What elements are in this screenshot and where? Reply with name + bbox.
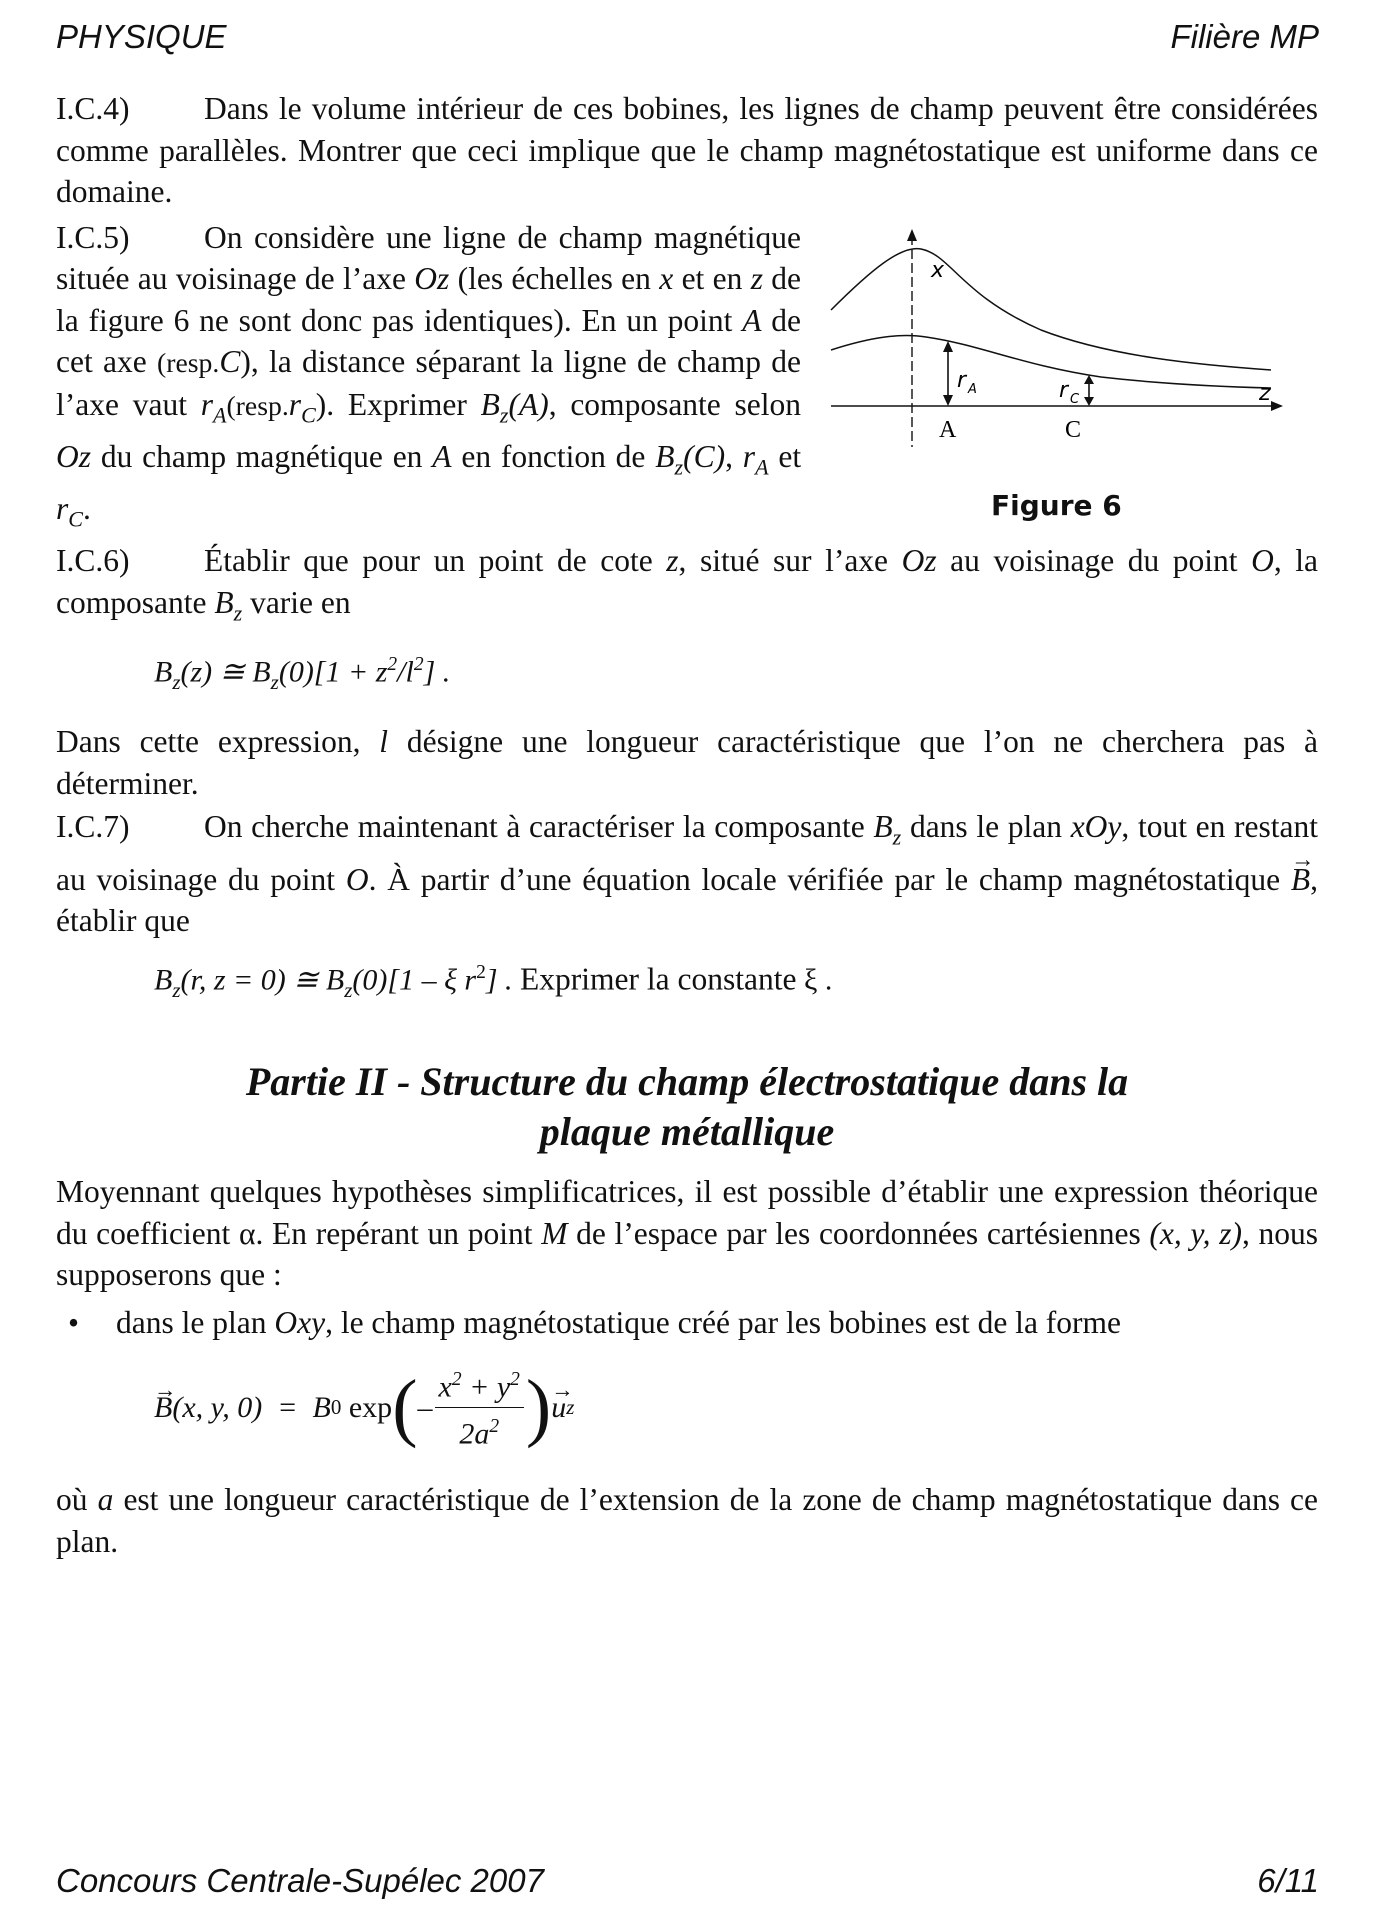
math-a: a — [97, 1482, 114, 1518]
ic7-text: , tout en restant au voisinage du point — [56, 809, 1319, 897]
ic7-text: On cherche maintenant à caractériser la composante — [204, 809, 865, 845]
eq-part: (r, z = 0) ≅ B — [180, 963, 345, 997]
math-O: O — [345, 861, 369, 897]
math-sub: C — [301, 402, 316, 428]
fig-label-C: C — [1065, 416, 1082, 443]
ic7-number: I.C.7) — [56, 809, 130, 845]
ic7-text: . À partir d’une équation locale vérifiée par le champ magnétostatique — [368, 861, 1281, 897]
footer-page-number: 6/11 — [1257, 1862, 1319, 1899]
ic5-text: (resp. — [226, 389, 289, 421]
part2-text: , le champ magnétostatique créé par les bobines est de la forme — [325, 1304, 1122, 1340]
part2-text: . En repérant un point — [255, 1215, 533, 1251]
ic6-text: , la composante — [56, 543, 1319, 620]
ic5-text: (resp. — [157, 347, 220, 378]
eq-denominator — [455, 1408, 503, 1454]
eq-sup: 2 — [489, 1415, 500, 1437]
section-ic5 — [56, 217, 801, 541]
ic5-text: et en — [681, 261, 743, 296]
fig-label-z: z — [1259, 380, 1271, 406]
math-r: r — [742, 438, 756, 474]
hypothesis-text — [116, 1302, 1318, 1344]
ic6-text: , situé sur l’axe — [678, 543, 889, 579]
eq-sub: 0 — [330, 1394, 342, 1419]
ic5-text: On considère une ligne de champ magnétique située au voisinage de l’axe — [56, 219, 801, 296]
section-ic4 — [56, 88, 1318, 213]
equation-bz-r — [154, 952, 1318, 1012]
ic6-number: I.C.6) — [56, 543, 130, 579]
eq-part: ] . — [423, 655, 451, 689]
part2-text: où — [56, 1482, 88, 1518]
math-B: B — [214, 584, 234, 620]
math-r: r — [56, 490, 69, 526]
math-z: z — [666, 543, 679, 579]
eq-sub: z — [172, 977, 181, 1002]
field-line-diagram — [821, 225, 1301, 475]
part2-intro — [56, 1171, 1318, 1296]
math-xOy: xOy — [1070, 809, 1122, 845]
ic6-remark — [56, 721, 1318, 804]
eq-sup: 2 — [476, 961, 486, 983]
ic4-text: Dans le volume intérieur de ces bobines, les lignes de champ peuvent être considérées comme parallèles. Montrer que ceci implique que le champ magnétostatique est uniforme dans ce domaine. — [56, 91, 1318, 209]
math-l: l — [379, 724, 389, 760]
math-sub: z — [233, 600, 243, 626]
part2-text: de l’espace par les coordonnées cartésiennes — [576, 1215, 1141, 1251]
math-vector-B: → B — [154, 1387, 172, 1429]
math-sub: C — [68, 506, 83, 532]
section-ic6 — [56, 540, 1318, 634]
part2-text: Moyennant quelques hypothèses simplificatrices, il est possible d’établir une expression théorique du coefficient — [56, 1174, 1318, 1251]
part2-conclusion — [56, 1479, 1318, 1562]
ic5-text: (les échelles en — [457, 261, 651, 296]
part2-text: est une longueur caractéristique de l’extension de la zone de champ magnétostatique dans ce plan. — [56, 1482, 1319, 1559]
math-A: A — [432, 438, 452, 474]
ic5-text: du champ magnétique en — [100, 438, 423, 474]
ic5-text: ), la distance séparant la ligne de champ de l’axe vaut — [56, 344, 801, 422]
ic5-text-column — [56, 217, 801, 541]
z-axis-arrow-icon — [1271, 401, 1283, 411]
part2-title-line2: plaque métallique — [539, 1109, 835, 1155]
math-B: B — [873, 809, 893, 845]
eq-part: 2a — [459, 1417, 490, 1451]
fig-label-x: x — [931, 257, 945, 283]
math-xi: ξ — [803, 963, 818, 997]
math-B: B — [655, 438, 675, 474]
math-x: x — [659, 261, 674, 296]
eq-sub: z — [566, 1394, 575, 1419]
math-arg: (C) — [683, 438, 726, 474]
ic5-text: , — [725, 438, 733, 474]
eq-part: + y — [461, 1370, 511, 1404]
eq-fraction — [435, 1361, 524, 1453]
math-arg: (A) — [508, 386, 549, 422]
math-alpha: α — [238, 1215, 256, 1251]
math-Oz: Oz — [56, 438, 92, 474]
math-sub: A — [755, 454, 769, 480]
math-r: r — [288, 386, 302, 422]
eq-part: ] . — [485, 963, 513, 997]
ic6-text: au voisinage du point — [950, 543, 1238, 579]
math-O: O — [1251, 543, 1274, 579]
fig-label-rC: r — [1059, 377, 1069, 403]
math-A: A — [742, 302, 762, 338]
header-track: Filière MP — [1170, 18, 1319, 55]
page-content — [56, 88, 1318, 1562]
part2-text: , nous supposerons que : — [56, 1215, 1319, 1293]
rA-arrow-tail-icon — [943, 395, 953, 406]
math-B: B — [480, 386, 500, 422]
eq-part: (z) ≅ B — [180, 655, 271, 689]
eq-part: (x, y, 0) = B — [172, 1390, 331, 1424]
fig-label-rC-sub: C — [1070, 391, 1080, 407]
ic5-text: de la figure 6 ne sont donc pas identiques). En un point — [56, 261, 802, 338]
ic5-text: en fonction de — [461, 438, 646, 474]
ic5-text: , composante selon — [548, 386, 802, 422]
equation-bz-z — [154, 644, 1318, 704]
eq-minus: – — [417, 1390, 433, 1424]
fig-label-A: A — [939, 416, 957, 443]
math-C: C — [219, 344, 241, 379]
math-Oz: Oz — [414, 261, 450, 296]
math-Oxy: Oxy — [274, 1304, 326, 1340]
ic6-text: Dans cette expression, — [56, 724, 361, 760]
math-sub: z — [499, 402, 509, 428]
x-axis-arrow-icon — [907, 229, 917, 241]
eq-sup: 2 — [451, 1369, 462, 1391]
eq-part: B — [154, 963, 173, 997]
ic5-block — [56, 217, 1318, 541]
math-vector-u: → u — [551, 1387, 566, 1429]
eq-part: x — [438, 1370, 452, 1404]
right-paren: ) — [525, 1365, 552, 1450]
part2-title — [56, 1057, 1318, 1157]
eq-text: Exprimer la constante — [520, 961, 797, 997]
hypothesis-item — [56, 1302, 1318, 1344]
eq-sub: z — [172, 669, 181, 694]
math-z: z — [750, 261, 763, 296]
math-vector-B: → B — [1291, 859, 1310, 901]
eq-exp: exp — [348, 1390, 393, 1424]
ic5-number: I.C.5) — [56, 219, 130, 255]
math-sub: A — [212, 402, 227, 428]
rA-arrow-head-icon — [943, 341, 953, 352]
eq-part: . — [824, 963, 833, 997]
eq-sup: 2 — [413, 653, 424, 675]
ic5-text: ). Exprimer — [315, 386, 467, 422]
eq-part: (0)[1 – ξ r — [352, 963, 477, 997]
figure-caption: Figure 6 — [991, 488, 1122, 522]
eq-sub: z — [270, 669, 279, 694]
header-subject: PHYSIQUE — [56, 18, 227, 55]
eq-sup: 2 — [387, 653, 398, 675]
rC-arrow-tail-icon — [1084, 397, 1094, 406]
math-sub: z — [892, 825, 902, 851]
ic5-text: et — [778, 438, 802, 474]
ic4-number: I.C.4) — [56, 91, 130, 126]
figure-6 — [801, 217, 1318, 541]
footer-exam: Concours Centrale-Supélec 2007 — [56, 1862, 544, 1899]
bullet-icon: • — [68, 1304, 80, 1340]
fig-label-rA-sub: A — [968, 381, 977, 397]
inner-field-line — [831, 335, 1271, 387]
math-Oz: Oz — [901, 543, 937, 579]
eq-sup: 2 — [510, 1369, 520, 1391]
ic5-text: de cet axe — [56, 302, 802, 379]
equation-gaussian-field — [154, 1361, 1318, 1453]
ic6-text: Établir que pour un point de cote — [204, 543, 653, 579]
section-ic7 — [56, 806, 1318, 941]
eq-sub: z — [344, 977, 353, 1002]
ic6-text: désigne une longueur caractéristique que l’on ne cherchera pas à déterminer. — [56, 724, 1319, 801]
math-sub: z — [674, 454, 684, 480]
math-r: r — [200, 386, 213, 422]
fig-label-rA: r — [957, 367, 967, 393]
outer-field-line — [831, 248, 1271, 369]
left-paren: ( — [392, 1365, 418, 1450]
ic7-text: dans le plan — [909, 809, 1062, 845]
math-M: M — [541, 1215, 568, 1251]
ic5-text: . — [82, 490, 91, 526]
eq-part: (0)[1 + z — [278, 655, 388, 689]
eq-part: /l — [397, 655, 414, 689]
eq-part: B — [154, 655, 173, 689]
part2-text: dans le plan — [116, 1304, 267, 1340]
part2-title-line1: Partie II - Structure du champ électrostatique dans la — [245, 1059, 1129, 1105]
math-xyz: (x, y, z) — [1149, 1215, 1242, 1251]
ic6-text: varie en — [250, 584, 351, 620]
eq-numerator — [435, 1361, 524, 1408]
ic7-text: , établir que — [56, 861, 1319, 939]
